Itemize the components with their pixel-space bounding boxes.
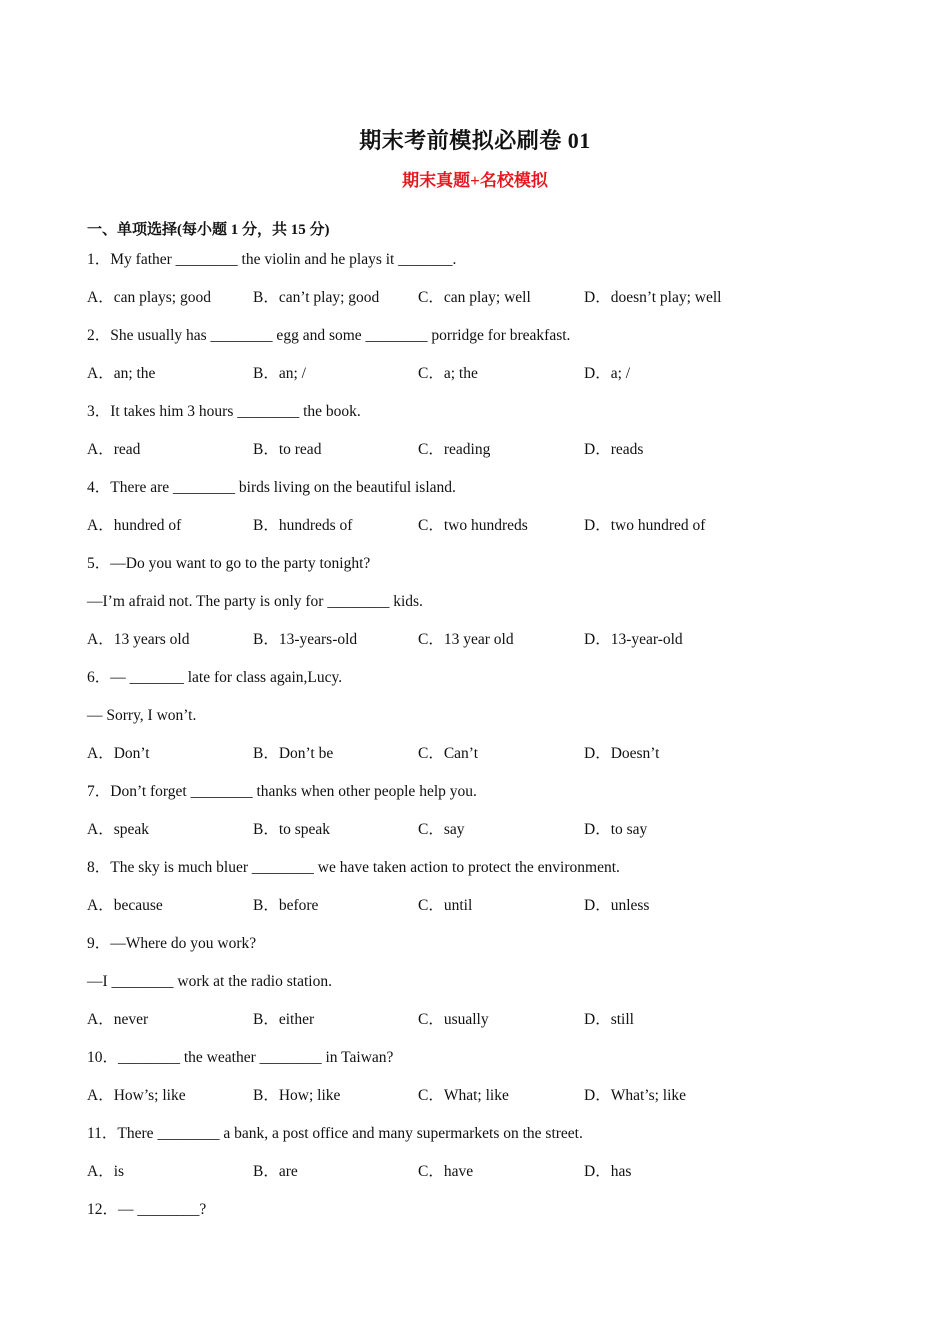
option-a: A．can plays; good [87,289,211,306]
question-10-text: 10．________ the weather ________ in Taiwan? [87,1049,394,1066]
option-c: C．say [418,821,465,838]
option-d: D．two hundred of [584,517,706,534]
option-d: D．Doesn’t [584,745,660,762]
question-4-text: 4．There are ________ birds living on the beautiful island. [87,479,456,496]
option-c: C．can play; well [418,289,531,306]
option-a: A．13 years old [87,631,190,648]
option-d: D．unless [584,897,650,914]
option-a: A．an; the [87,365,156,382]
option-a: A．Don’t [87,745,150,762]
question-6-options [87,741,887,779]
question-list [87,247,887,1235]
question-3-options [87,437,887,475]
section-heading: 一、单项选择(每小题 1 分，共 15 分) [87,222,330,238]
question-4-options [87,513,887,551]
option-b: B．are [253,1163,298,1180]
question-11-text: 11．There ________ a bank, a post office and many supermarkets on the street. [87,1125,583,1142]
option-b: B．13-years-old [253,631,358,648]
question-5-options [87,627,887,665]
option-d: D．What’s; like [584,1087,687,1104]
question-10-options [87,1083,887,1121]
option-a: A．never [87,1011,149,1028]
page-subtitle: 期末真题+名校模拟 [402,171,548,190]
question-3-text: 3．It takes him 3 hours ________ the book. [87,403,361,420]
question-7-text: 7．Don’t forget ________ thanks when other people help you. [87,783,477,800]
option-d: D．a; / [584,365,631,382]
option-b: B．How; like [253,1087,341,1104]
page-title: 期末考前模拟必刷卷 01 [359,128,591,153]
question-9-text: —I ________ work at the radio station. [87,973,332,990]
option-c: C．until [418,897,473,914]
question-11-options [87,1159,887,1197]
option-b: B．to read [253,441,322,458]
option-a: A．is [87,1163,125,1180]
option-c: C．reading [418,441,491,458]
option-a: A．speak [87,821,149,838]
question-9-text: 9．—Where do you work? [87,935,257,952]
option-d: D．has [584,1163,632,1180]
option-a: A．read [87,441,141,458]
option-b: B．either [253,1011,315,1028]
question-1-options [87,285,887,323]
question-8-text: 8．The sky is much bluer ________ we have taken action to protect the environment. [87,859,620,876]
option-b: B．can’t play; good [253,289,380,306]
option-c: C．two hundreds [418,517,528,534]
option-a: A．How’s; like [87,1087,186,1104]
option-d: D．to say [584,821,648,838]
option-d: D．doesn’t play; well [584,289,722,306]
option-b: B．hundreds of [253,517,353,534]
option-d: D．13-year-old [584,631,683,648]
option-d: D．reads [584,441,644,458]
option-b: B．an; / [253,365,306,382]
question-6-text: 6．— _______ late for class again,Lucy. [87,669,343,686]
question-7-options [87,817,887,855]
option-c: C．What; like [418,1087,509,1104]
option-a: A．hundred of [87,517,182,534]
option-c: C．Can’t [418,745,478,762]
question-12-text: 12．— ________? [87,1201,207,1218]
question-2-options [87,361,887,399]
option-d: D．still [584,1011,634,1028]
option-c: C．usually [418,1011,489,1028]
option-a: A．because [87,897,163,914]
option-b: B．before [253,897,319,914]
question-2-text: 2．She usually has ________ egg and some ________ porridge for breakfast. [87,327,571,344]
option-b: B．to speak [253,821,331,838]
question-9-options [87,1007,887,1045]
question-6-text: — Sorry, I won’t. [87,707,197,724]
option-c: C．13 year old [418,631,514,648]
option-b: B．Don’t be [253,745,334,762]
question-8-options [87,893,887,931]
question-5-text: —I’m afraid not. The party is only for ________ kids. [87,593,423,610]
question-1-text: 1．My father ________ the violin and he plays it _______. [87,251,457,268]
option-c: C．have [418,1163,474,1180]
option-c: C．a; the [418,365,478,382]
question-5-text: 5．—Do you want to go to the party tonight? [87,555,371,572]
